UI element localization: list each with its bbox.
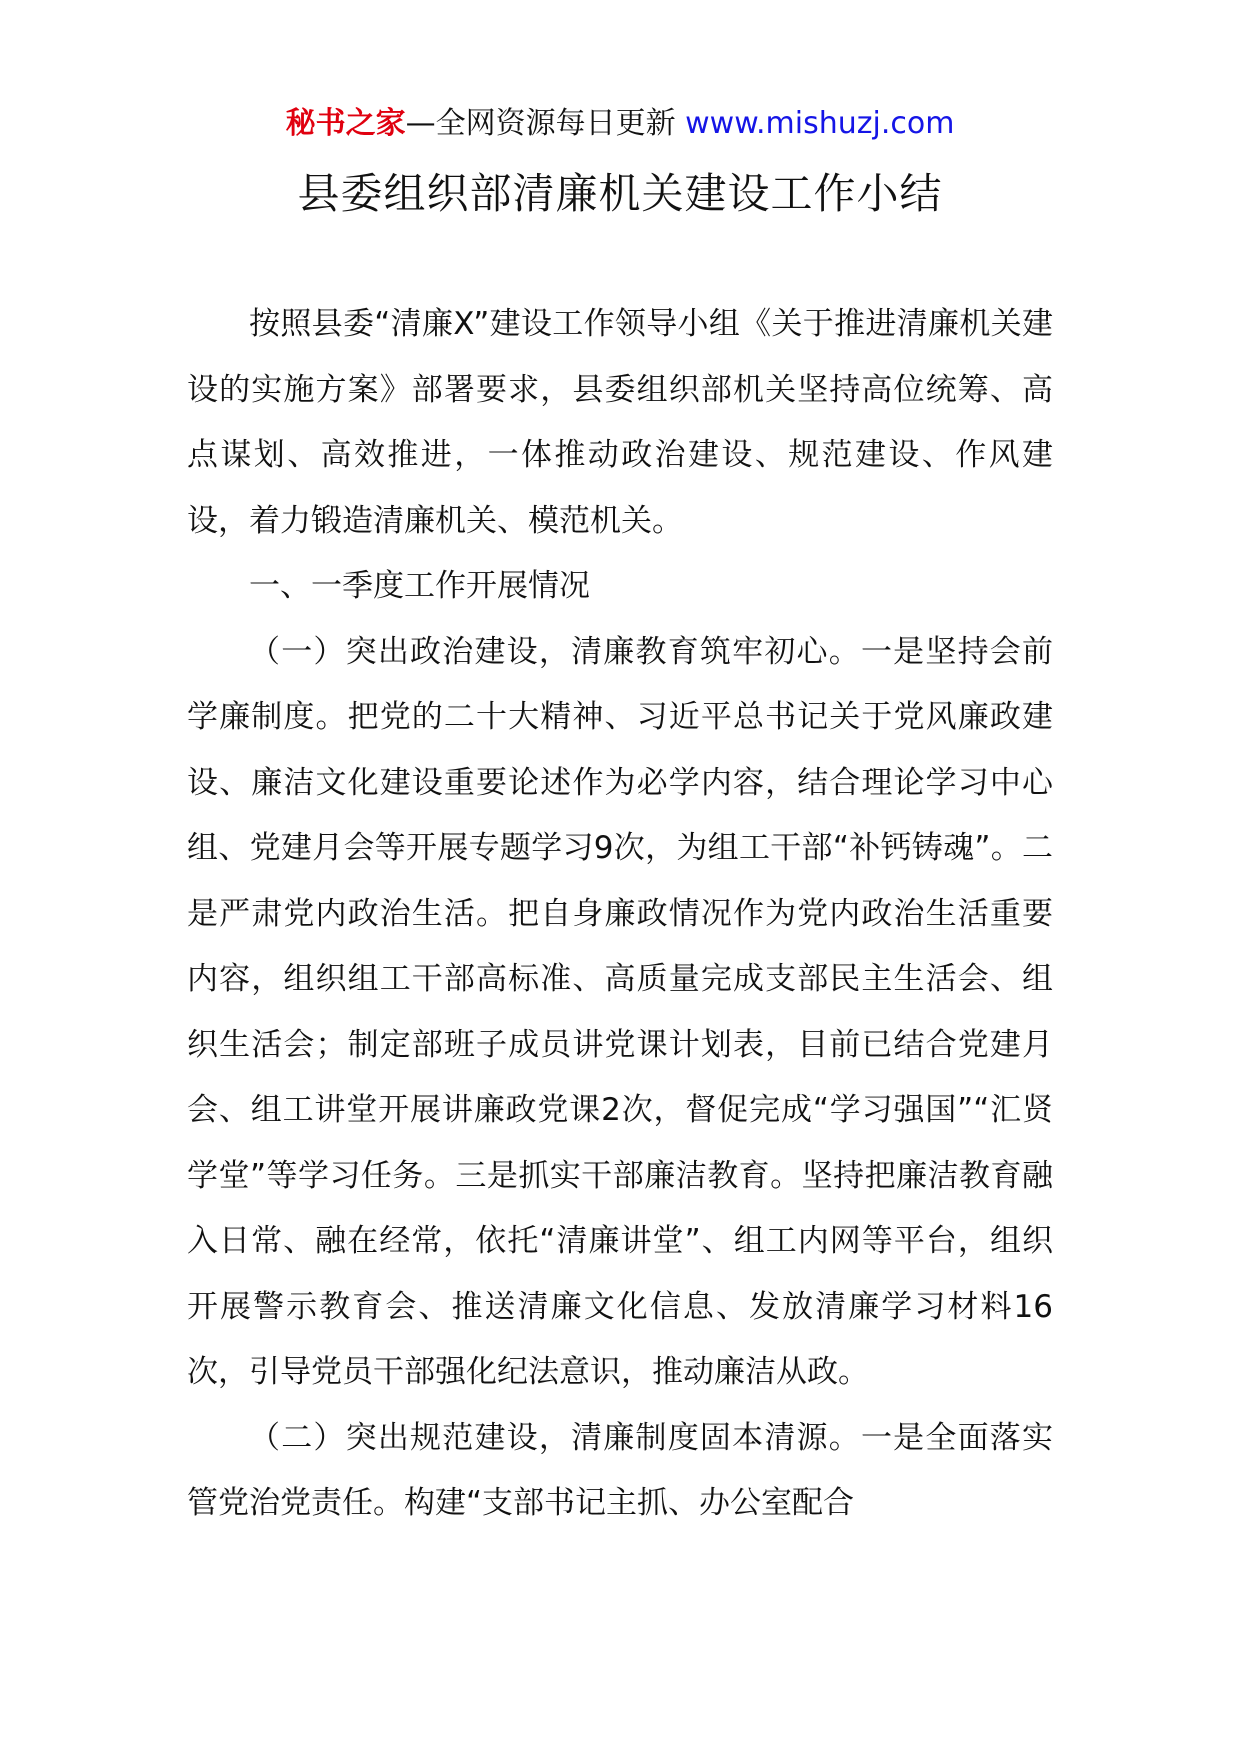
paragraph-standard-building: （二）突出规范建设，清廉制度固本清源。一是全面落实管党治党责任。构建“支部书记主抓、办公室配合 (187, 1419, 1053, 1521)
site-header (0, 102, 1240, 146)
site-brand: 秘书之家 (285, 106, 406, 141)
site-url: www.mishuzj.com (685, 106, 955, 141)
paragraph-political-building: （一）突出政治建设，清廉教育筑牢初心。一是坚持会前学廉制度。把党的二十大精神、习近平总书记关于党风廉政建设、廉洁文化建设重要论述作为必学内容，结合理论学习中心组、党建月会等开展专题学习9次，为组工干部“补钙铸魂”。二是严肃党内政治生活。把自身廉政情况作为党内政治生活重要内容，组织组工干部高标准、高质量完成支部民主生活会、组织生活会；制定部班子成员讲党课计划表，目前已结合党建月会、组工讲堂开展讲廉政党课2次，督促完成“学习强国”“汇贤学堂”等学习任务。三是抓实干部廉洁教育。坚持把廉洁教育融入日常、融在经常，依托“清廉讲堂”、组工内网等平台，组织开展警示教育会、推送清廉文化信息、发放清廉学习材料16次，引导党员干部强化纪法意识，推动廉洁从政。 (187, 633, 1053, 1390)
section-heading-1: 一、一季度工作开展情况 (249, 568, 590, 604)
document-body (187, 292, 1053, 1537)
site-tagline: —全网资源每日更新 (405, 106, 676, 141)
document-title: 县委组织部清廉机关建设工作小结 (297, 169, 943, 218)
paragraph-intro: 按照县委“清廉X”建设工作领导小组《关于推进清廉机关建设的实施方案》部署要求，县委组织部机关坚持高位统筹、高点谋划、高效推进，一体推动政治建设、规范建设、作风建设，着力锻造清廉机关、模范机关。 (187, 306, 1053, 539)
